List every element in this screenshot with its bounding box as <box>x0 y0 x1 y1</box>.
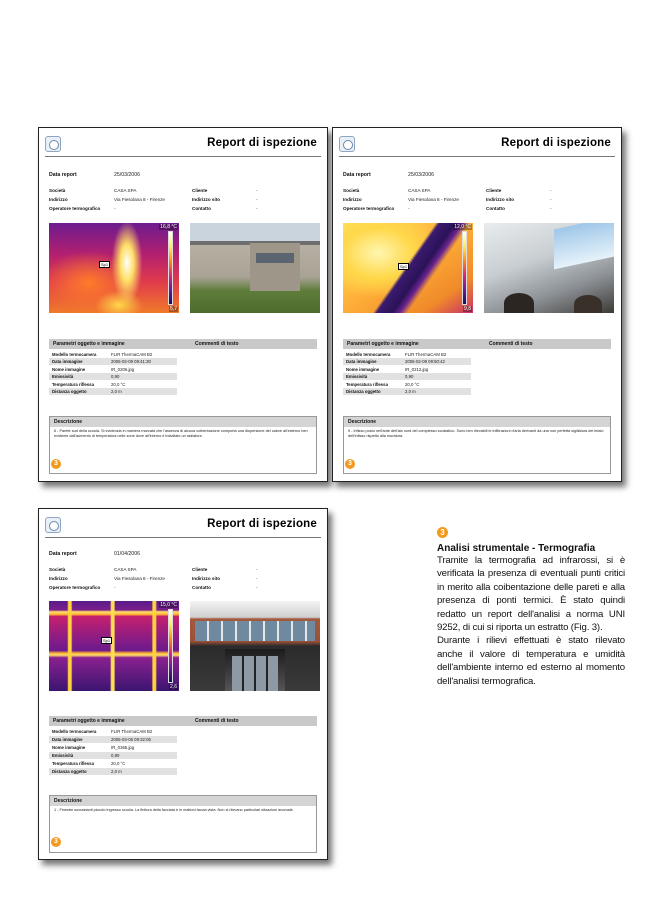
table-row: Modello termocamera FLIR ThermaCAM B2 <box>52 352 153 357</box>
params-header: Parametri oggetto e immagine <box>53 341 125 347</box>
info-value: - <box>550 206 552 211</box>
temperature-scale <box>168 609 173 683</box>
info-label: Operatore termografico <box>49 585 101 590</box>
scale-max: 15,0 °C <box>160 602 177 608</box>
visual-photo <box>190 601 320 691</box>
table-row: Modello termocamera FLIR ThermaCAM B2 <box>52 729 153 734</box>
params-header-bar <box>49 339 317 349</box>
info-label: Indirizzo sito <box>486 197 515 202</box>
table-row: Data immagine 2006-02-09 09:41:30 <box>49 358 177 365</box>
report-title: Report di ispezione <box>207 137 317 149</box>
scale-min: 5,7 <box>170 306 177 312</box>
info-value: - <box>256 206 258 211</box>
description-box <box>343 416 611 474</box>
report-page-2 <box>332 127 622 482</box>
info-value: - <box>256 197 258 202</box>
table-row: Emissività 0,90 <box>49 752 177 759</box>
table-row: Data immagine 2006-02-09 09:50:42 <box>343 358 471 365</box>
info-label: Indirizzo <box>343 197 362 202</box>
info-label: Società <box>49 188 66 193</box>
description-header: Descrizione <box>54 798 83 804</box>
report-page-1 <box>38 127 328 482</box>
info-value: Via Fiesolana 8 - Firenze <box>114 197 165 202</box>
thermal-image <box>49 223 179 313</box>
description-header: Descrizione <box>348 419 377 425</box>
params-header-bar <box>49 716 317 726</box>
table-row: Temperatura riflessa 20,0 °C <box>346 382 420 387</box>
params-header: Parametri oggetto e immagine <box>53 718 125 724</box>
info-value: - <box>256 567 258 572</box>
table-row: Temperatura riflessa 20,0 °C <box>52 761 126 766</box>
date-label: Data report <box>343 172 371 178</box>
table-row: Distanza oggetto 2,0 m <box>49 768 177 775</box>
figure-badge: 3 <box>51 459 61 469</box>
comments-header: Commenti di testo <box>195 341 239 347</box>
spot-marker: Sp1 <box>400 264 408 269</box>
info-label: Cliente <box>192 567 208 572</box>
thermal-image <box>343 223 473 313</box>
info-label: Indirizzo sito <box>192 576 221 581</box>
info-value: - <box>256 585 258 590</box>
side-caption <box>437 527 625 688</box>
info-label: Contatto <box>192 206 211 211</box>
company-logo-icon <box>45 517 61 533</box>
info-label: Cliente <box>192 188 208 193</box>
info-label: Operatore termografico <box>343 206 395 211</box>
table-row: Nome immagine IR_0365.jpg <box>52 745 135 750</box>
info-value: CASA SPA <box>408 188 431 193</box>
info-value: - <box>550 188 552 193</box>
report-page-3 <box>38 508 328 860</box>
description-text: 1 - Finestre sovrastanti piccolo ingresso scuola. La finitura della facciata è in mattoni faccia vista. Non si rilevano particolari situazioni anomale. <box>54 808 294 812</box>
visual-photo <box>484 223 614 313</box>
company-logo-icon <box>339 136 355 152</box>
table-row: Distanza oggetto 2,0 m <box>49 388 177 395</box>
date-value: 25/03/2006 <box>408 172 434 178</box>
info-value: - <box>114 585 116 590</box>
table-row: Temperatura riflessa 20,0 °C <box>52 382 126 387</box>
info-label: Società <box>343 188 360 193</box>
params-header: Parametri oggetto e immagine <box>347 341 419 347</box>
description-box <box>49 795 317 853</box>
info-label: Contatto <box>192 585 211 590</box>
temperature-scale <box>168 231 173 305</box>
info-value: - <box>256 576 258 581</box>
table-row: Nome immagine IR_0206.jpg <box>52 367 135 372</box>
header-divider <box>45 537 321 538</box>
table-row: Data immagine 2006-03-06 09:32:05 <box>49 736 177 743</box>
info-label: Società <box>49 567 66 572</box>
report-title: Report di ispezione <box>207 518 317 530</box>
spot-marker: Sp1 <box>101 262 109 267</box>
description-header: Descrizione <box>54 419 83 425</box>
scale-min: 2,6 <box>170 684 177 690</box>
section-title: Analisi strumentale - Termografia <box>437 543 596 554</box>
comments-header: Commenti di testo <box>195 718 239 724</box>
description-text: 9 - Infisso posto nell'ante dell'ala nord del complesso scolastico. Sono ben rilevabili le infiltrazioni d'aria derivanti da una non perfetta sigillatura del telaio dell'infisso rispetto alla muratura. <box>348 429 604 438</box>
spot-marker: Sp1 <box>103 638 111 643</box>
section-paragraph: Tramite la termografia ad infrarossi, si è verificata la presenza di eventuali punti critici in merito alla coibentazione delle pareti e alla presenza di ponti termici. È stato quindi redatto un report dell'analisi a norma UNI 9252, di cui si riporta un estratto (Fig. 3). <box>437 555 625 634</box>
section-badge: 3 <box>437 527 448 538</box>
info-label: Indirizzo <box>49 576 68 581</box>
table-row: Emissività 0,90 <box>49 373 177 380</box>
figure-badge: 3 <box>51 837 61 847</box>
temperature-scale <box>462 231 467 305</box>
info-value: - <box>114 206 116 211</box>
info-value: - <box>256 188 258 193</box>
info-label: Indirizzo <box>49 197 68 202</box>
table-row: Emissività 0,90 <box>343 373 471 380</box>
info-label: Operatore termografico <box>49 206 101 211</box>
description-box <box>49 416 317 474</box>
header-divider <box>45 156 321 157</box>
company-logo-icon <box>45 136 61 152</box>
scale-max: 12,0 °C <box>454 224 471 230</box>
info-label: Contatto <box>486 206 505 211</box>
comments-header: Commenti di testo <box>489 341 533 347</box>
table-row: Distanza oggetto 2,0 m <box>343 388 471 395</box>
info-label: Cliente <box>486 188 502 193</box>
info-value: - <box>550 197 552 202</box>
info-value: - <box>408 206 410 211</box>
table-row: Nome immagine IR_0212.jpg <box>346 367 429 372</box>
info-value: Via Fiesolana 8 - Firenze <box>408 197 459 202</box>
scale-max: 16,8 °C <box>160 224 177 230</box>
date-label: Data report <box>49 172 77 178</box>
info-label: Indirizzo sito <box>192 197 221 202</box>
params-header-bar <box>343 339 611 349</box>
date-label: Data report <box>49 551 77 557</box>
info-value: Via Fiesolana 8 - Firenze <box>114 576 165 581</box>
thermal-image <box>49 601 179 691</box>
visual-photo <box>190 223 320 313</box>
section-paragraph: Durante i rilievi effettuati è stato rilevato anche il valore di temperatura e umidità dell'ambiente interno ed esterno al momento dell'analisi termografica. <box>437 635 625 687</box>
header-divider <box>339 156 615 157</box>
scale-min: 9,8 <box>464 306 471 312</box>
description-text: 6 - Parete sud della scuola. Si evidenzia in maniera marcata che l'assenza di alcuna coibentazione comporta una dispersione del calore all'esterno ben evidente dall'aumento di temperatura nelle zone dove all'interno è installato un radiatore. <box>54 429 308 438</box>
date-value: 01/04/2006 <box>114 551 140 557</box>
table-row: Modello termocamera FLIR ThermaCAM B2 <box>346 352 447 357</box>
date-value: 25/03/2006 <box>114 172 140 178</box>
info-value: CASA SPA <box>114 567 137 572</box>
info-value: CASA SPA <box>114 188 137 193</box>
report-title: Report di ispezione <box>501 137 611 149</box>
figure-badge: 3 <box>345 459 355 469</box>
